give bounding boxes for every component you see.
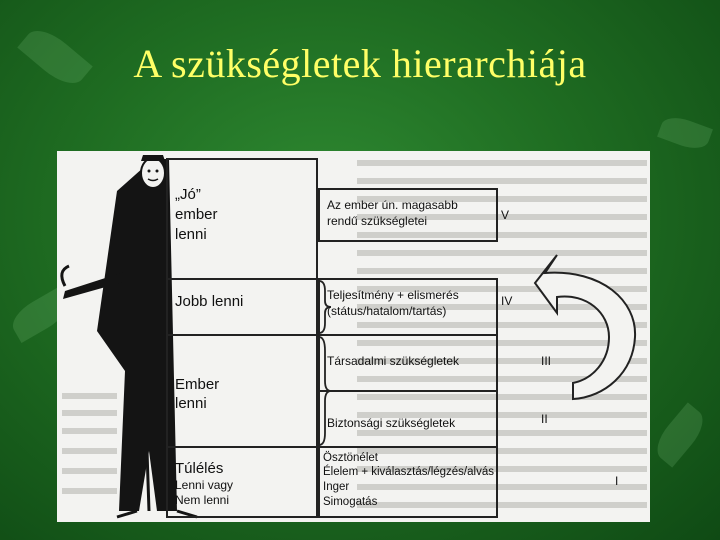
level-numeral: III — [541, 354, 552, 368]
level-left-label: „Jó” — [175, 186, 201, 203]
slide-title: A szükségletek hierarchiája — [133, 41, 587, 86]
level-numeral: V — [501, 208, 510, 222]
background-leaf — [649, 402, 711, 467]
level-numeral: I — [615, 474, 619, 488]
level-middle-label: Ösztönélet — [323, 452, 378, 464]
level-numeral: II — [541, 412, 548, 426]
level-middle-label: Simogatás — [323, 496, 378, 508]
level-middle-label: Biztonsági szükségletek — [327, 416, 456, 430]
hierarchy-diagram — [57, 151, 650, 522]
level-left-label: Ember — [175, 376, 220, 393]
background-leaf — [657, 112, 713, 154]
level-left-label: Túlélés — [175, 460, 224, 477]
level-middle-label: Teljesítmény + elismerés — [327, 288, 459, 302]
hierarchy-figure — [57, 151, 650, 522]
level-left-label: Lenni vagy — [175, 478, 234, 492]
level-left-label: Jobb lenni — [175, 293, 244, 310]
level-numeral: IV — [501, 294, 513, 308]
level-middle-label: Inger — [323, 481, 350, 493]
level-left-label: lenni — [175, 395, 207, 412]
level-left-label: lenni — [175, 226, 207, 243]
level-left-label: ember — [175, 206, 218, 223]
level-middle-label: Élelem + kiválasztás/légzés/alvás — [323, 466, 494, 478]
level-middle-label: Az ember ún. magasabb — [327, 198, 458, 212]
level-middle-label: rendű szükségletei — [327, 214, 428, 228]
level-middle-label: Társadalmi szükségletek — [327, 354, 460, 368]
level-middle-label: (státus/hatalom/tartás) — [327, 304, 447, 318]
level-left-label: Nem lenni — [175, 493, 230, 507]
